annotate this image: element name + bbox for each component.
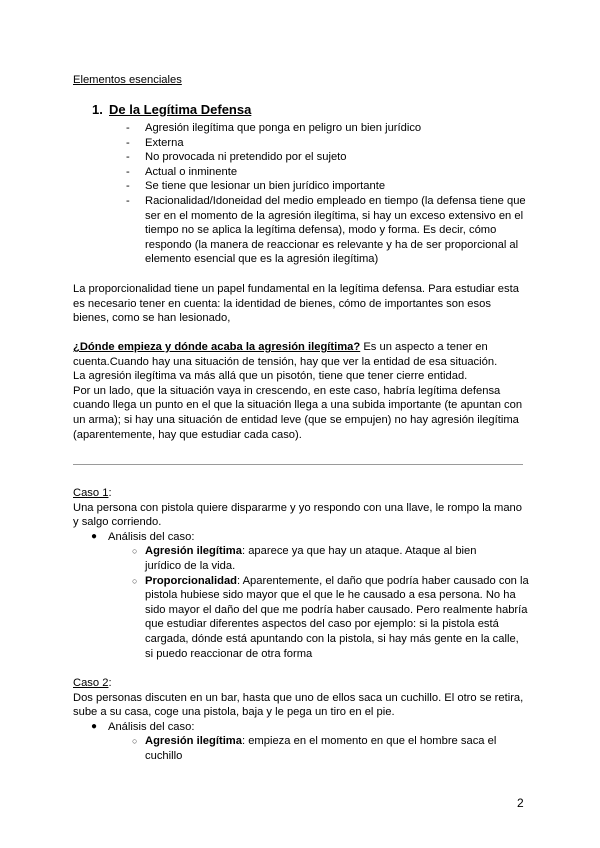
question-text: Es un aspecto a tener en cuenta.Cuando hay una situación de tensión, hay que ver la entidad de esa situación. [73, 341, 498, 368]
analysis-label: Análisis del caso: [108, 530, 195, 543]
list-item-text: Actual o inminente [145, 165, 238, 178]
point-text: : aparece ya que hay un ataque. Ataque al bien jurídico de la vida. [145, 545, 477, 572]
dash-marker: - [126, 180, 130, 193]
circle-marker: ○ [132, 736, 138, 747]
dash-marker: - [126, 136, 130, 149]
circle-marker: ○ [132, 546, 138, 557]
dash-marker: - [126, 122, 130, 134]
heading-title: De la Legítima Defensa [109, 102, 252, 117]
question-paragraph [73, 340, 527, 369]
page-number: 2 [517, 796, 524, 810]
dash-marker: - [126, 165, 130, 178]
list-item-text: No provocada ni pretendido por el sujeto [145, 151, 347, 164]
colon: : [108, 487, 112, 499]
section-title: Elementos esenciales [73, 74, 182, 86]
circle-marker: ○ [132, 575, 138, 586]
point-text: : Aparentemente, el daño que podría haber causado con la pistola hubiese sido mayor que el que le he causado a esa persona. No ha sido mayor el daño del que me podría haber causado. Pero realmente habría que estudiar diferentes aspectos del caso por ejemplo: si la pistola está cargada, dónde está apuntando con la pistola, si hay más gente en la calle, si puedo reaccionar de otra forma [145, 574, 529, 660]
case-description: Dos personas discuten en un bar, hasta que uno de ellos saca un cuchillo. El otro se retira, sube a su casa, coge una pistola, baja y le pega un tiro en el pie. [73, 691, 524, 719]
list-item-text: Se tiene que lesionar un bien jurídico importante [145, 180, 386, 193]
analysis-point [73, 574, 529, 662]
heading [92, 103, 251, 118]
case-title [73, 486, 529, 501]
question-title: ¿Dónde empieza y dónde acaba la agresión ilegítima? [73, 341, 361, 353]
case-title [73, 676, 529, 691]
case-1 [73, 486, 529, 661]
list-item [126, 165, 526, 180]
list-item [126, 179, 526, 194]
list-item [126, 150, 526, 165]
requirements-list [126, 121, 526, 267]
case-2 [73, 676, 529, 764]
bullet-marker: ● [91, 720, 98, 732]
dash-marker: - [126, 194, 130, 207]
question-line: Por un lado, que la situación vaya in crescendo, en este caso, habría legítima defensa cuando llega un punto en el que la situación llega a una subida importante (te apuntan con un arma); si hay una situación de entidad leve (que se empujen) no hay agresión ilegítima (aparentemente, hay que estudiar cada caso). [73, 384, 523, 441]
point-term: Proporcionalidad [145, 574, 237, 587]
heading-number: 1. [92, 102, 103, 117]
point-term: Agresión ilegítima [145, 735, 242, 748]
bullet-marker: ● [91, 530, 98, 542]
case-title-text: Caso 1 [73, 487, 109, 499]
list-item-text: Agresión ilegítima que ponga en peligro un bien jurídico [145, 122, 422, 134]
list-item-text: Racionalidad/Idoneidad del medio empleado en tiempo (la defensa tiene que ser en el momento de la agresión ilegítima, si hay un exceso extensivo en el tiempo no se aplica la legítima defensa), modo y forma. Es decir, cómo respondo (la manera de reaccionar es relevante y ha de ser proporcional al elemento esencial que es la agresión ilegítima) [145, 194, 526, 266]
question-section [73, 340, 527, 442]
analysis-point [73, 544, 495, 573]
point-term: Agresión ilegítima [145, 545, 242, 558]
list-item-text: Externa [145, 136, 184, 149]
case-description: Una persona con pistola quiere dispararme y yo respondo con una llave, le rompo la mano y salgo corriendo. [73, 501, 523, 529]
analysis-item [73, 530, 529, 545]
analysis-label: Análisis del caso: [108, 720, 195, 733]
dash-marker: - [126, 151, 130, 164]
list-item [126, 194, 526, 267]
list-item [126, 136, 526, 151]
analysis-point [73, 734, 505, 763]
analysis-item [73, 720, 529, 735]
case-title-text: Caso 2 [73, 677, 109, 689]
horizontal-divider [73, 464, 523, 465]
proportionality-paragraph: La proporcionalidad tiene un papel fundamental en la legítima defensa. Para estudiar esta es necesario tener en cuenta: la identidad de bienes, cómo de importantes son esos bienes, como se han lesionado, [73, 283, 519, 325]
question-line: La agresión ilegítima va más allá que un pisotón, tiene que tener cierre entidad. [73, 370, 468, 383]
list-item [126, 121, 526, 136]
point-text: : empieza en el momento en que el hombre saca el cuchillo [145, 735, 497, 762]
colon: : [108, 677, 112, 689]
